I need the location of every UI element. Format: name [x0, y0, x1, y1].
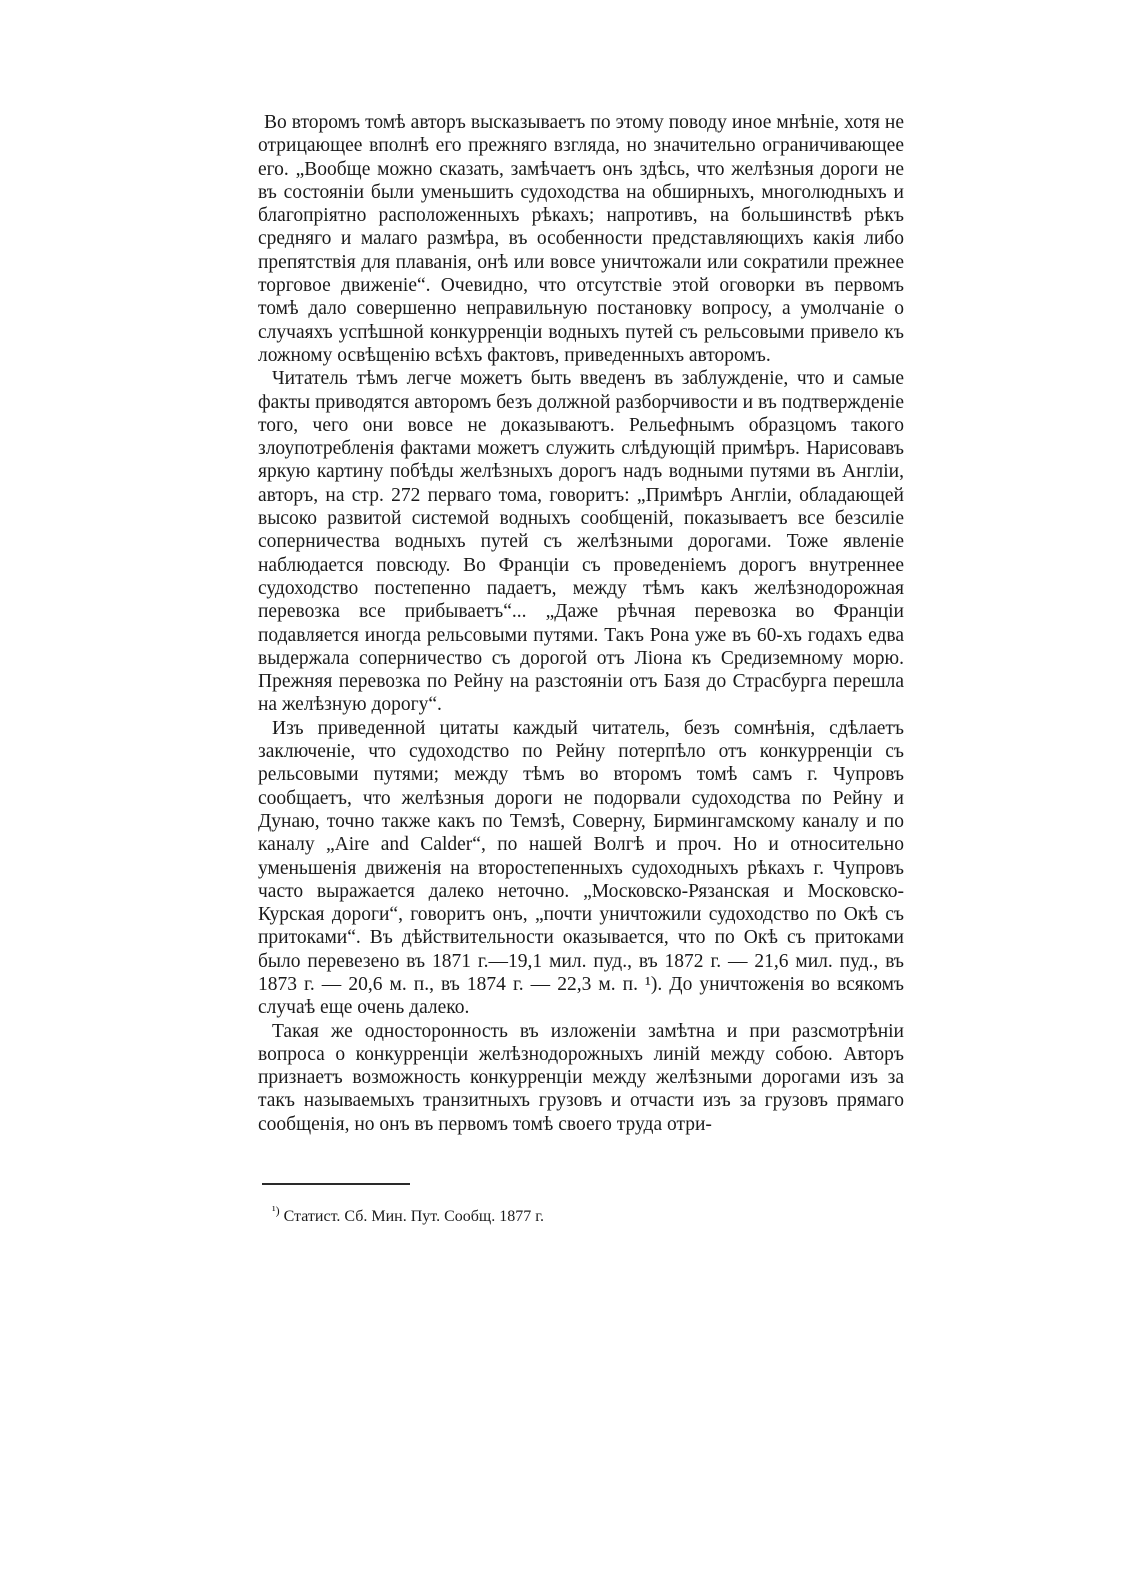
paragraph-4: Такая же односторонность въ изложеніи замѣтна и при разсмотрѣніи вопроса о конкурренціи желѣзнодорожныхъ линій между собою. Авторъ признаетъ возможность конкурренціи между желѣзными дорогами изъ за такъ называемыхъ транзитныхъ грузовъ и отчасти изъ за грузовъ прямаго сообщенія, но онъ въ первомъ томѣ своего труда отри-	[258, 1020, 904, 1135]
paragraph-2: Читатель тѣмъ легче можетъ быть введенъ въ заблужденіе, что и самые факты приводятся авторомъ безъ должной разборчивости и въ подтвержденіе того, чего они вовсе не доказываютъ. Рельефнымъ образцомъ такого злоупотребленія фактами можетъ служить слѣдующій примѣръ. Нарисовавъ яркую картину побѣды желѣзныхъ дорогъ надъ водными путями въ Англіи, авторъ, на стр. 272 перваго тома, говоритъ: „Примѣръ Англіи, обладающей высоко развитой системой водныхъ сообщеній, показываетъ все безсиліе соперничества водныхъ путей съ желѣзными дорогами. Тоже явленіе наблюдается повсюду. Во Франціи съ проведеніемъ дорогъ внутреннее судоходство постепенно падаетъ, между тѣмъ какъ желѣзнодорожная перевозка все прибываетъ“... „Даже рѣчная перевозка во Франціи подавляется иногда рельсовыми путями. Такъ Рона уже въ 60-хъ годахъ едва выдержала соперничество съ дорогой отъ Ліона къ Средиземному морю. Прежняя перевозка по Рейну на разстояніи отъ Базя до Страсбурга перешла на желѣзную дорогу“.	[258, 368, 904, 716]
footnote-marker: ¹)	[272, 1203, 280, 1218]
paragraph-3: Изъ приведенной цитаты каждый читатель, безъ сомнѣнія, сдѣлаетъ заключеніе, что судоходство по Рейну потерпѣло отъ конкурренціи съ рельсовыми путями; между тѣмъ во второмъ томѣ самъ г. Чупровъ сообщаетъ, что желѣзныя дороги не подорвали судоходства по Рейну и Дунаю, точно также какъ по Темзѣ, Соверну, Бирмингамскому каналу и по каналу „Aire and Calder“, по нашей Волгѣ и проч. Но и относительно уменьшенія движенія на второстепенныхъ судоходныхъ рѣкахъ г. Чупровъ часто выражается далеко неточно. „Московско-Рязанская и Московско-Курская дороги“, говоритъ онъ, „почти уничтожили судоходство по Окѣ съ притоками“. Въ дѣйствительности оказывается, что по Окѣ съ притоками было перевезено въ 1871 г.—19,1 мил. пуд., въ 1872 г. — 21,6 мил. пуд., въ 1873 г. — 20,6 м. п., въ 1874 г. — 22,3 м. п. ¹). До уничтоженія во всякомъ случаѣ еще очень далеко.	[258, 717, 904, 1019]
footnote	[272, 1203, 544, 1227]
footnote-separator	[262, 1183, 410, 1185]
paragraph-1: Во второмъ томѣ авторъ высказываетъ по этому поводу иное мнѣніе, хотя не отрицающее вполнѣ его прежняго взгляда, но значительно ограничивающее его. „Вообще можно сказать, замѣчаетъ онъ здѣсь, что желѣзныя дороги не въ состояніи были уменьшить судоходства на обширныхъ, многолюдныхъ и благопріятно расположенныхъ рѣкахъ; напротивъ, на большинствѣ рѣкъ средняго и малаго размѣра, въ особенности представляющихъ какія либо препятствія для плаванія, онѣ или вовсе уничтожали или сократили прежнее торговое движеніе“. Очевидно, что отсутствіе этой оговорки въ первомъ томѣ дало совершенно неправильную постановку вопросу, а умолчаніе о случаяхъ успѣшной конкурренціи водныхъ путей съ рельсовыми привело къ ложному освѣщенію всѣхъ фактовъ, приведенныхъ авторомъ.	[258, 112, 904, 366]
main-text	[258, 111, 904, 1136]
footnote-text: Статист. Сб. Мин. Пут. Сообщ. 1877 г.	[283, 1208, 544, 1225]
